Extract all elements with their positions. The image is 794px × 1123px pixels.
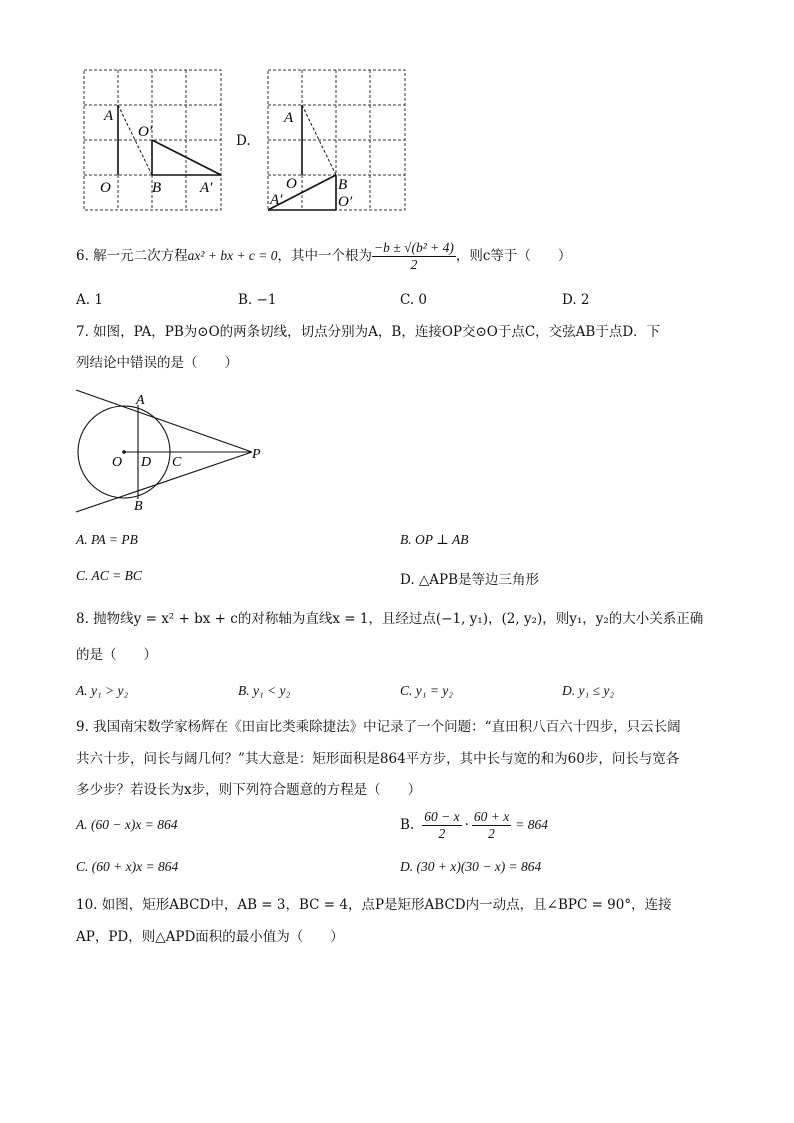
q7-option-a[interactable]: A. PA = PB [76,532,138,547]
label-a: A [136,393,145,408]
label-p: P [252,447,261,462]
label-b: B [338,177,348,193]
q6-mid: ，其中一个根为 [277,248,373,264]
q6-root-fraction [372,240,456,273]
q9-b-numerator-1: 60 − x [424,808,460,824]
q8-option-a[interactable]: A. y₁ > y₂ [76,683,129,698]
label-o: O [112,455,123,470]
q9-option-b[interactable] [400,805,548,845]
label-a: A [284,110,294,126]
label-a-prime: A′ [200,180,213,196]
q8-option-d[interactable]: D. y₁ ≤ y₂ [562,683,615,698]
q6-option-c[interactable]: C. 0 [400,292,428,308]
q9-b-dot: · [464,817,469,833]
label-o-prime: O′ [138,124,153,140]
q9-option-a[interactable]: A. (60 − x)x = 864 [76,817,178,832]
q9-b-tail: = 864 [515,817,548,832]
q7-option-b[interactable]: B. OP ⊥ AB [400,532,469,547]
label-o: O [286,176,297,192]
q6-prefix: 6. 解一元二次方程 [76,248,188,264]
q8-text-line-1: 8. 抛物线y = x² + bx + c的对称轴为直线x = 1，且经过点(−1, y₁)，(2, y₂)，则y₁，y₂的大小关系正确 [76,611,704,627]
label-a-prime: A′ [270,192,283,208]
label-c: C [172,455,182,470]
q8-option-b[interactable]: B. y₁ < y₂ [238,683,291,698]
q9-b-numerator-2: 60 + x [473,808,510,824]
q10-text-line-1: 10. 如图，矩形ABCD中，AB = 3，BC = 4，点P是矩形ABCD内一动点，且∠BPC = 90°，连接 [76,897,672,913]
label-o-prime: O′ [338,194,353,210]
option-d-figure [266,68,408,214]
q9-text-line-2: 共六十步，问长与阔几何？”其大意是：矩形面积是864平方步，其中长与宽的和为60步，问长与宽各 [76,751,680,767]
q9-b-denominator-1: 2 [438,825,446,841]
q6-suffix: ，则c等于（ ） [455,248,572,264]
q9-b-fraction-2 [472,809,511,842]
q8-text-line-2: 的是（ ） [76,647,157,663]
q9-text-line-3: 多少步？若设长为x步，则下列符合题意的方程是（ ） [76,782,422,798]
q7-text-line-2: 列结论中错误的是（ ） [76,355,238,371]
q7-text-line-1: 7. 如图，PA，PB为⊙O的两条切线，切点分别为A，B，连接OP交⊙O于点C，交弦AB于点D．下 [76,324,661,340]
q7-option-d[interactable]: D. △APB是等边三角形 [400,572,540,588]
q6-equation: ax² + bx + c = 0 [187,248,278,263]
q8-option-c[interactable]: C. y₁ = y₂ [400,683,453,698]
q9-b-fraction-1 [422,809,461,842]
option-c-figure [82,68,224,214]
q10-text-line-2: AP，PD，则△APD面积的最小值为（ ） [76,929,344,945]
label-o: O [100,180,111,196]
q9-option-d[interactable]: D. (30 + x)(30 − x) = 864 [400,859,542,874]
label-d: D [141,455,152,470]
q7-tangent-figure [70,384,270,516]
question-6 [76,236,571,276]
q9-option-b-label: B. [400,817,415,833]
q6-fraction-denominator: 2 [410,256,418,272]
q6-option-d[interactable]: D. 2 [562,292,590,308]
q9-b-denominator-2: 2 [488,825,495,841]
label-b: B [134,499,143,514]
label-b: B [152,180,162,196]
q6-fraction-numerator: −b ± √(b² + 4) [374,239,454,255]
option-d-label[interactable]: D. [236,133,251,149]
q6-option-a[interactable]: A. 1 [76,292,103,308]
q6-option-b[interactable]: B. −1 [238,292,277,308]
q7-option-c[interactable]: C. AC = BC [76,568,142,583]
q9-option-c[interactable]: C. (60 + x)x = 864 [76,859,179,874]
label-a: A [104,108,114,124]
q9-text-line-1: 9. 我国南宋数学家杨辉在《田亩比类乘除捷法》中记录了一个问题：“直田积八百六十四步，只云长阔 [76,719,681,735]
